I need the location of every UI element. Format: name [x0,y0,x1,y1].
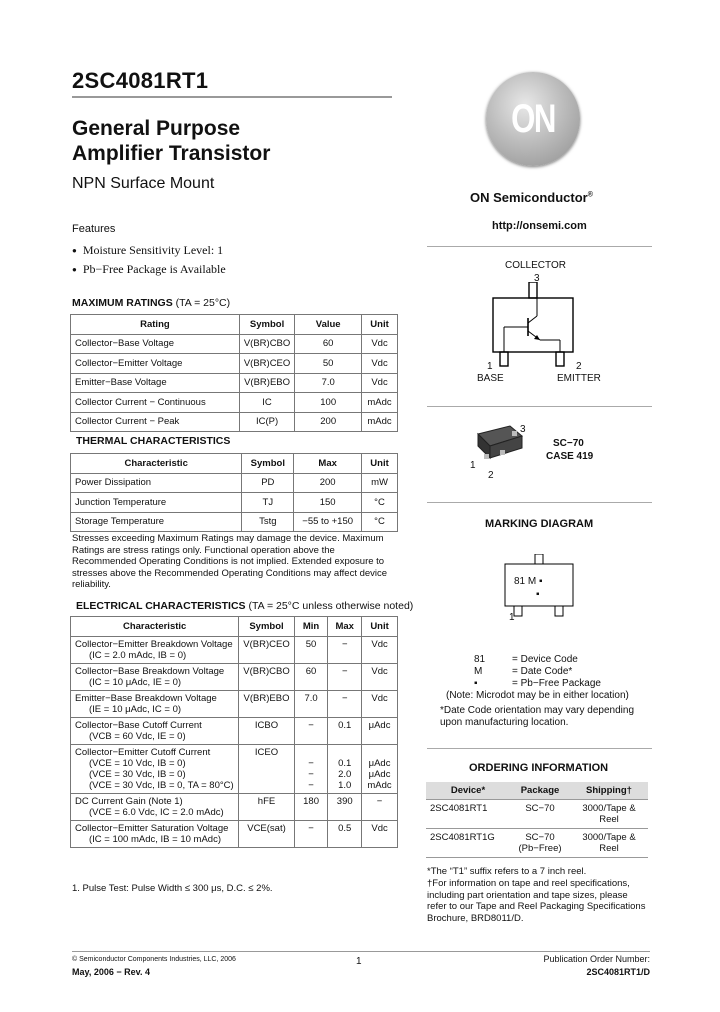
symbol-cell: V(BR)CEO [239,636,294,663]
table-cell: Collector Current − Peak [71,412,240,432]
table-row [71,334,398,354]
table-cell: 60 [295,334,362,354]
feature-item: ● Pb−Free Package is Available [72,260,226,279]
min-cell [294,717,328,744]
table-cell: Storage Temperature [71,512,242,532]
table-cell: 150 [294,493,362,513]
thermal-table [70,453,398,532]
marking-legend [474,654,601,690]
page-number: 1 [356,956,362,967]
char-cell [71,636,239,663]
footer-rule [72,951,650,952]
table-cell: TJ [242,493,294,513]
char-cell [71,717,239,744]
max-value: 0.1 [338,757,352,769]
table-cell: Tstg [242,512,294,532]
title-line-2: Amplifier Transistor [72,142,271,165]
min-value: − [308,822,314,834]
max-cell [328,690,362,717]
copyright: © Semiconductor Components Industries, LLC, 2006 [72,956,236,963]
max-value: − [341,692,348,704]
table-cell: V(BR)CEO [239,354,294,374]
page-title [72,116,270,166]
min-value: 50 [305,638,317,650]
table-row [71,373,398,393]
char-line: (VCE = 30 Vdc, IB = 0) [89,768,186,780]
table-cell: Collector−Emitter Voltage [71,354,240,374]
max-cell [328,744,362,793]
website-link[interactable]: http://onsemi.com [492,220,587,232]
table-row [71,393,398,413]
title-line-1: General Purpose [72,117,241,140]
on-semi-logo: ON [486,72,580,166]
max-value: 0.1 [338,719,352,731]
max-cell [328,793,362,820]
table-cell: Vdc [362,373,398,393]
marking-code: 81 M ▪ [514,576,543,587]
min-value: − [308,779,314,791]
min-value: 180 [303,795,319,807]
min-cell [294,690,328,717]
unit-cell [362,717,398,744]
table-cell: Junction Temperature [71,493,242,513]
char-line: Emitter−Base Breakdown Voltage [75,692,217,704]
table-row [71,717,398,744]
table-cell: PD [242,473,294,493]
table-header-cell: Shipping† [570,782,648,800]
ordering-note-1: *The “T1” suffix refers to a 7 inch reel. [427,866,587,877]
max-ratings-title: MAXIMUM RATINGS (TA = 25°C) [72,297,231,309]
char-line: Collector−Base Cutoff Current [75,719,202,731]
table-header-cell: Characteristic [71,617,239,637]
table-cell: mW [362,473,398,493]
case-number: CASE 419 [546,451,594,462]
max-value: 1.0 [338,779,352,791]
table-row [71,354,398,374]
table-row [71,473,398,493]
device-cell: 2SC4081RT1 [426,800,510,829]
brand-name: ON Semiconductor® [470,190,593,205]
unit-value: μAdc [368,768,391,780]
unit-cell [362,636,398,663]
min-value: − [308,768,314,780]
max-ratings-table [70,314,398,432]
table-header-cell: Symbol [242,454,294,474]
min-cell [294,636,328,663]
thermal-title: THERMAL CHARACTERISTICS [76,435,231,447]
ordering-note-2: †For information on tape and reel specifications, including part orientation and tape sizes, please refer to our Tape and Reel Packaging Specifications Brochure, BRD8011/D. [427,878,646,924]
table-row [71,663,398,690]
features-heading: Features [72,223,116,235]
table-row [71,412,398,432]
unit-value: Vdc [371,822,388,834]
marking-dot: ▪ [536,589,540,600]
table-row [426,829,648,858]
char-line: Collector−Emitter Breakdown Voltage [75,638,233,650]
max-value: 390 [336,795,353,807]
unit-value: Vdc [371,638,388,650]
ordering-table [426,782,648,858]
emitter-label: EMITTER [557,373,601,384]
min-cell [294,793,328,820]
char-line: (IC = 100 mAdc, IB = 10 mAdc) [89,833,221,845]
max-value: 0.5 [338,822,352,834]
char-line: Collector−Emitter Saturation Voltage [75,822,229,834]
max-cell [328,820,362,847]
table-cell: Vdc [362,354,398,374]
table-row [71,820,398,847]
pkg-pin2: 2 [488,470,494,481]
pin2-label: 2 [576,361,582,372]
pkg-pin1: 1 [470,460,476,471]
min-value: − [308,719,314,731]
table-cell: V(BR)EBO [239,373,294,393]
symbol-cell: VCE(sat) [239,820,294,847]
legend-row: 81 = Device Code [474,654,578,665]
package-cell [510,800,570,829]
max-value: − [341,665,348,677]
unit-value: mAdc [367,779,392,791]
pinout-diagram [488,282,578,368]
max-value: − [341,638,348,650]
collector-label: COLLECTOR [505,260,566,271]
min-cell [294,820,328,847]
table-header-cell: Symbol [239,315,294,335]
unit-value: − [376,795,383,807]
marking-pin1: 1 [509,612,515,623]
unit-value: Vdc [371,692,388,704]
char-line: (IC = 10 μAdc, IE = 0) [89,676,182,688]
part-number: 2SC4081RT1 [72,68,209,93]
table-header-cell: Max [294,454,362,474]
min-value: 60 [305,665,317,677]
max-value: 2.0 [338,768,352,780]
divider [427,246,652,247]
table-cell: mAdc [362,412,398,432]
table-row [426,800,648,829]
table-cell: 200 [295,412,362,432]
char-line: Collector−Emitter Cutoff Current [75,746,211,758]
features-list [72,241,226,279]
package-name: SC−70 [553,438,584,449]
table-row [71,690,398,717]
subtitle: NPN Surface Mount [72,175,215,192]
divider [427,406,652,407]
table-header-cell: Package [510,782,570,800]
stress-note: Stresses exceeding Maximum Ratings may damage the device. Maximum Ratings are stress ratings only. Functional operation above the Recommended Operating Conditions is not implied. Extended exposure to stresses above the Recommended Operating Conditions may affect device reliability. [72,533,388,590]
max-cell [328,663,362,690]
char-line: (VCE = 10 Vdc, IB = 0) [89,757,186,769]
electrical-footnote: 1. Pulse Test: Pulse Width ≤ 300 μs, D.C. ≤ 2%. [72,883,273,894]
char-cell [71,744,239,793]
symbol-cell: hFE [239,793,294,820]
symbol-cell: V(BR)CBO [239,663,294,690]
package-value: SC−70 [525,832,555,843]
ordering-title: ORDERING INFORMATION [469,762,609,774]
divider [427,748,652,749]
char-line: (IE = 10 μAdc, IC = 0) [89,703,182,715]
char-line: (IC = 2.0 mAdc, IB = 0) [89,649,187,661]
table-cell: °C [362,512,398,532]
min-value: − [308,757,314,769]
symbol-cell: ICEO [239,744,294,793]
char-cell [71,663,239,690]
unit-value: Vdc [371,665,388,677]
base-label: BASE [477,373,504,384]
electrical-title: ELECTRICAL CHARACTERISTICS (TA = 25°C unless otherwise noted) [76,600,414,612]
table-cell: Collector Current − Continuous [71,393,240,413]
table-header-cell: Unit [362,454,398,474]
unit-cell [362,820,398,847]
table-cell: °C [362,493,398,513]
char-cell [71,690,239,717]
table-cell: 200 [294,473,362,493]
table-header-cell: Max [328,617,362,637]
table-header-cell: Unit [362,617,398,637]
table-header-cell: Unit [362,315,398,335]
char-line: (VCE = 6.0 Vdc, IC = 2.0 mAdc) [89,806,224,818]
revision-date: May, 2006 − Rev. 4 [72,967,150,977]
package-cell [510,829,570,858]
package-note: (Pb−Free) [518,843,562,854]
pin3-label: 3 [534,273,540,284]
table-row [71,793,398,820]
legend-row: ▪ = Pb−Free Package [474,678,601,689]
char-cell [71,793,239,820]
shipping-cell: 3000/Tape & Reel [570,829,648,858]
table-cell: 50 [295,354,362,374]
table-cell: V(BR)CBO [239,334,294,354]
divider [427,502,652,503]
table-cell: Power Dissipation [71,473,242,493]
pin1-label: 1 [487,361,493,372]
char-line: (VCE = 30 Vdc, IB = 0, TA = 80°C) [89,779,234,791]
min-value: 7.0 [304,692,318,704]
table-cell: 7.0 [295,373,362,393]
char-line: Collector−Base Breakdown Voltage [75,665,225,677]
table-header-cell: Min [294,617,328,637]
table-header-cell: Value [295,315,362,335]
table-header-cell: Symbol [239,617,294,637]
table-header-cell: Characteristic [71,454,242,474]
date-code-note: *Date Code orientation may vary depending upon manufacturing location. [440,705,635,728]
unit-cell [362,690,398,717]
table-header-cell: Device* [426,782,510,800]
unit-value: μAdc [368,719,391,731]
unit-cell [362,744,398,793]
table-cell: IC(P) [239,412,294,432]
unit-cell [362,793,398,820]
title-rule [72,96,392,98]
pub-label: Publication Order Number: [543,954,650,964]
device-cell: 2SC4081RT1G [426,829,510,858]
unit-value: μAdc [368,757,391,769]
table-cell: Collector−Base Voltage [71,334,240,354]
table-cell: 100 [295,393,362,413]
table-row [71,744,398,793]
table-header-cell: Rating [71,315,240,335]
max-cell [328,717,362,744]
symbol-cell: ICBO [239,717,294,744]
max-cell [328,636,362,663]
min-cell [294,744,328,793]
marking-title: MARKING DIAGRAM [485,518,594,530]
symbol-cell: V(BR)EBO [239,690,294,717]
char-line: DC Current Gain (Note 1) [75,795,183,807]
table-cell: −55 to +150 [294,512,362,532]
feature-item: ● Moisture Sensitivity Level: 1 [72,241,226,260]
unit-cell [362,663,398,690]
table-cell: Vdc [362,334,398,354]
table-row [71,512,398,532]
shipping-cell: 3000/Tape & Reel [570,800,648,829]
table-cell: Emitter−Base Voltage [71,373,240,393]
table-row [71,493,398,513]
char-cell [71,820,239,847]
char-line: (VCB = 60 Vdc, IE = 0) [89,730,186,742]
electrical-table [70,616,398,848]
table-cell: mAdc [362,393,398,413]
package-value: SC−70 [525,803,555,814]
microdot-note: (Note: Microdot may be in either location) [446,690,629,701]
pkg-pin3: 3 [520,424,526,435]
pub-number: 2SC4081RT1/D [586,967,650,977]
legend-row: M = Date Code* [474,666,573,677]
min-cell [294,663,328,690]
table-cell: IC [239,393,294,413]
table-row [71,636,398,663]
